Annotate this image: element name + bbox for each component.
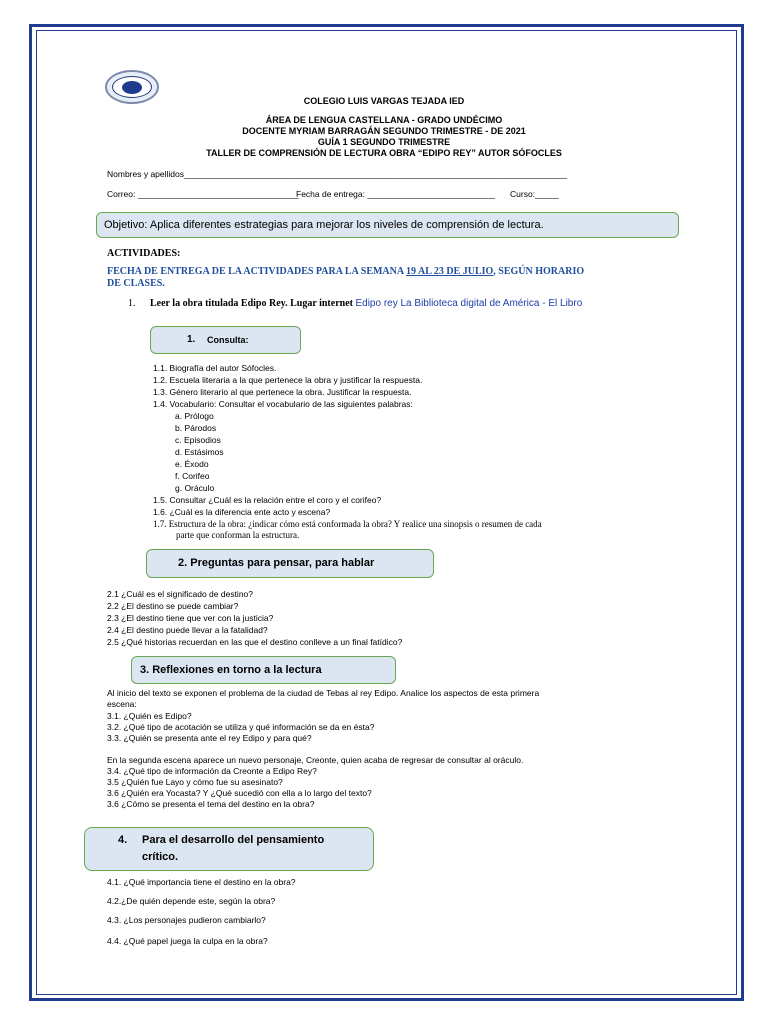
section-2-title: 2. Preguntas para pensar, para hablar <box>178 557 375 569</box>
vocab-c: c. Episodios <box>175 435 221 445</box>
section-3-second: En la segunda escena aparece un nuevo personaje, Creonte, quien acaba de regresar de consultar al oráculo. <box>107 755 524 765</box>
read-line: Leer la obra titulada Edipo Rey. Lugar internet Edipo rey La Biblioteca digital de América - El Libro <box>150 298 583 309</box>
item-1-6: 1.6. ¿Cuál es la diferencia ente acto y escena? <box>153 507 331 517</box>
workshop-line: TALLER DE COMPRENSIÓN DE LECTURA OBRA “EDIPO REY” AUTOR SÓFOCLES <box>206 148 562 158</box>
vocab-d: d. Estásimos <box>175 447 224 457</box>
section-4-title: Para el desarrollo del pensamiento <box>142 834 325 846</box>
section-3-intro-cont: escena: <box>107 699 137 709</box>
item-2-4: 2.4 ¿El destino puede llevar a la fatalidad? <box>107 625 268 635</box>
school-name: COLEGIO LUIS VARGAS TEJADA IED <box>303 96 465 106</box>
item-1-5: 1.5. Consultar ¿Cuál es la relación entre el coro y el corifeo? <box>153 495 382 505</box>
delivery-dates: 19 AL 23 DE JULIO <box>406 266 494 277</box>
vocab-a: a. Prólogo <box>175 411 214 421</box>
item-3-6b: 3.6 ¿Cómo se presenta el tema del destino en la obra? <box>107 799 315 809</box>
delivery-line: FECHA DE ENTREGA DE LA ACTIVIDADES PARA LA SEMANA 19 AL 23 DE JULIO, SEGÚN HORARIO <box>107 266 585 277</box>
item-3-5: 3.5 ¿Quién fue Layo y cómo fue su asesinato? <box>107 777 283 787</box>
item-3-2: 3.2. ¿Qué tipo de acotación se utiliza y qué información se da en ésta? <box>107 722 375 732</box>
area-line: ÁREA DE LENGUA CASTELLANA - GRADO UNDÉCIMO <box>265 115 503 125</box>
section-3-intro: Al inicio del texto se exponen el problema de la ciudad de Tebas al rey Edipo. Analice los aspectos de esta primera <box>107 688 540 698</box>
item-3-1: 3.1. ¿Quién es Edipo? <box>107 711 192 721</box>
activities-title: ACTIVIDADES: <box>107 248 181 259</box>
email-field[interactable]: Correo: __________________________________ <box>107 189 299 199</box>
vocab-b: b. Párodos <box>175 423 217 433</box>
item-1-4: 1.4. Vocabulario: Consultar el vocabulario de las siguientes palabras: <box>153 399 413 409</box>
item-2-3: 2.3 ¿El destino tiene que ver con la justicia? <box>107 613 274 623</box>
consulta-number: 1. <box>187 334 196 345</box>
item-4-2: 4.2.¿De quién depende este, según la obra? <box>107 896 276 906</box>
section-4-title-cont: crítico. <box>142 851 179 863</box>
item-2-1: 2.1 ¿Cuál es el significado de destino? <box>107 589 254 599</box>
item-1-7: 1.7. Estructura de la obra: ¿indicar cómo está conformada la obra? Y realice una sinopsis o resumen de cada <box>153 519 542 529</box>
delivery-date-field[interactable]: Fecha de entrega: ___________________________ <box>296 189 495 199</box>
item-4-1: 4.1. ¿Qué importancia tiene el destino en la obra? <box>107 877 296 887</box>
vocab-g: g. Oráculo <box>175 483 215 493</box>
item-3-3: 3.3. ¿Quién se presenta ante el rey Edipo y para qué? <box>107 733 312 743</box>
item-4-4: 4.4. ¿Qué papel juega la culpa en la obra? <box>107 936 268 946</box>
names-field[interactable]: Nombres y apellidos_________________________________________________________________________________ <box>107 169 567 179</box>
item-3-6a: 3.6 ¿Quién era Yocasta? Y ¿Qué sucedió con ella a lo largo del texto? <box>107 788 372 798</box>
teacher-line: DOCENTE MYRIAM BARRAGÁN SEGUNDO TRIMESTRE - DE 2021 <box>242 126 526 136</box>
objective-text: Objetivo: Aplica diferentes estrategias para mejorar los niveles de comprensión de lectura. <box>104 219 544 231</box>
course-field[interactable]: Curso:_____ <box>510 189 559 199</box>
item-3-4: 3.4. ¿Qué tipo de información da Creonte a Edipo Rey? <box>107 766 317 776</box>
delivery-line-2: DE CLASES. <box>107 278 165 289</box>
item-2-5: 2.5 ¿Qué historias recuerdan en las que el destino conlleve a un final fatídico? <box>107 637 403 647</box>
section-4-number: 4. <box>118 834 128 846</box>
item-1-7-cont: parte que conforman la estructura. <box>176 530 300 540</box>
item-1-3: 1.3. Género literario al que pertenece la obra. Justificar la respuesta. <box>153 387 412 397</box>
guide-line: GUÍA 1 SEGUNDO TRIMESTRE <box>317 137 451 147</box>
item-2-2: 2.2 ¿El destino se puede cambiar? <box>107 601 239 611</box>
item-1-2: 1.2. Escuela literaria a la que pertenece la obra y justificar la respuesta. <box>153 375 423 385</box>
consulta-title: Consulta: <box>207 335 249 345</box>
vocab-f: f. Corifeo <box>175 471 210 481</box>
read-number: 1. <box>128 298 136 309</box>
read-link[interactable]: Edipo rey La Biblioteca digital de América - El Libro <box>355 298 583 309</box>
section-3-title: 3. Reflexiones en torno a la lectura <box>140 664 322 676</box>
vocab-e: e. Éxodo <box>175 459 209 469</box>
item-4-3: 4.3. ¿Los personajes pudieron cambiarlo? <box>107 915 266 925</box>
item-1-1: 1.1. Biografía del autor Sófocles. <box>153 363 277 373</box>
